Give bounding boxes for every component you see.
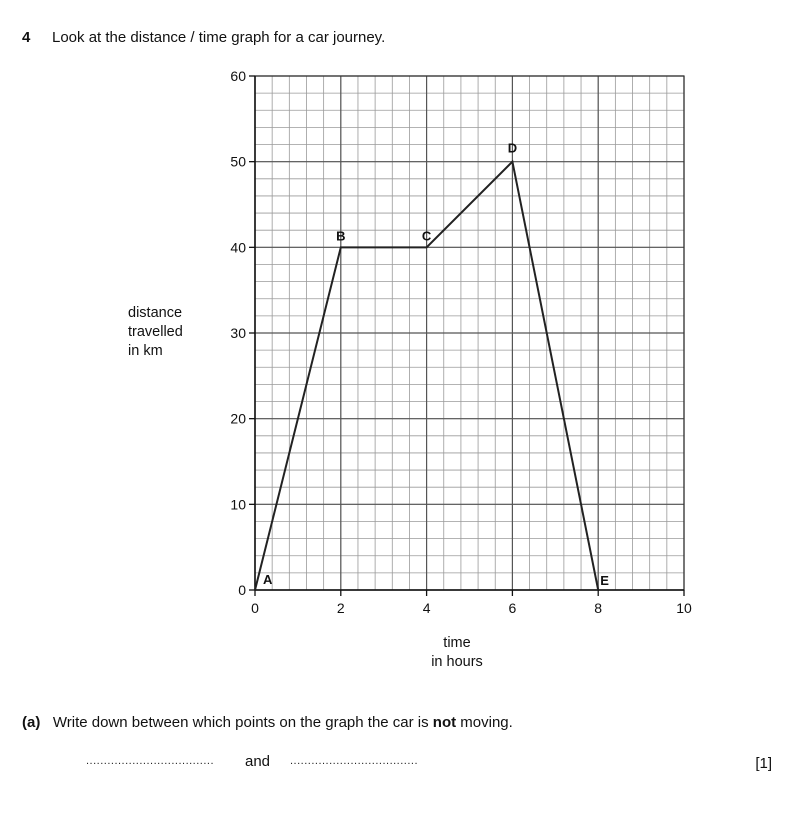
x-axis-label-line-1: time bbox=[443, 635, 471, 651]
part-a-text-bold: not bbox=[432, 714, 457, 731]
question-text: Look at the distance / time graph for a car journey. bbox=[52, 29, 386, 46]
y-tick-label: 10 bbox=[230, 496, 246, 513]
point-label-e: E bbox=[600, 573, 609, 588]
answer-blank-2[interactable]: .................................... bbox=[290, 755, 419, 767]
x-tick-label: 8 bbox=[594, 600, 603, 616]
y-tick-label: 0 bbox=[238, 582, 246, 598]
point-label-c: C bbox=[421, 228, 432, 244]
y-axis-label bbox=[128, 304, 183, 361]
x-tick-label: 0 bbox=[251, 600, 259, 616]
y-tick-label: 20 bbox=[230, 410, 246, 427]
y-tick-label: 30 bbox=[230, 325, 246, 341]
x-tick-label: 2 bbox=[336, 600, 345, 616]
x-tick-label: 10 bbox=[676, 600, 692, 616]
y-tick-label: 60 bbox=[230, 68, 246, 84]
answer-connector: and bbox=[245, 753, 271, 770]
y-axis-label-line-1: distance bbox=[128, 305, 183, 321]
part-a-text-after: moving. bbox=[456, 714, 513, 731]
x-tick-label: 6 bbox=[508, 600, 517, 616]
y-tick-label: 40 bbox=[230, 239, 246, 256]
point-label-d: D bbox=[507, 140, 518, 156]
x-tick-label: 4 bbox=[422, 600, 431, 616]
part-a-label: (a) bbox=[22, 714, 41, 731]
x-axis-label bbox=[405, 634, 509, 672]
point-label-b: B bbox=[336, 228, 346, 244]
x-axis-label-line-2: in hours bbox=[431, 654, 483, 670]
question-number: 4 bbox=[22, 29, 31, 46]
part-a-question bbox=[22, 714, 513, 731]
y-axis-label-line-3: in km bbox=[128, 343, 163, 359]
y-axis-label-line-2: travelled bbox=[128, 324, 183, 340]
y-tick-label: 50 bbox=[230, 153, 246, 170]
marks-allocation: [1] bbox=[755, 755, 772, 772]
answer-blank-1[interactable]: .................................... bbox=[86, 755, 215, 767]
point-label-a: A bbox=[263, 572, 273, 587]
part-a-text-before: Write down between which points on the graph the car is bbox=[52, 714, 433, 731]
